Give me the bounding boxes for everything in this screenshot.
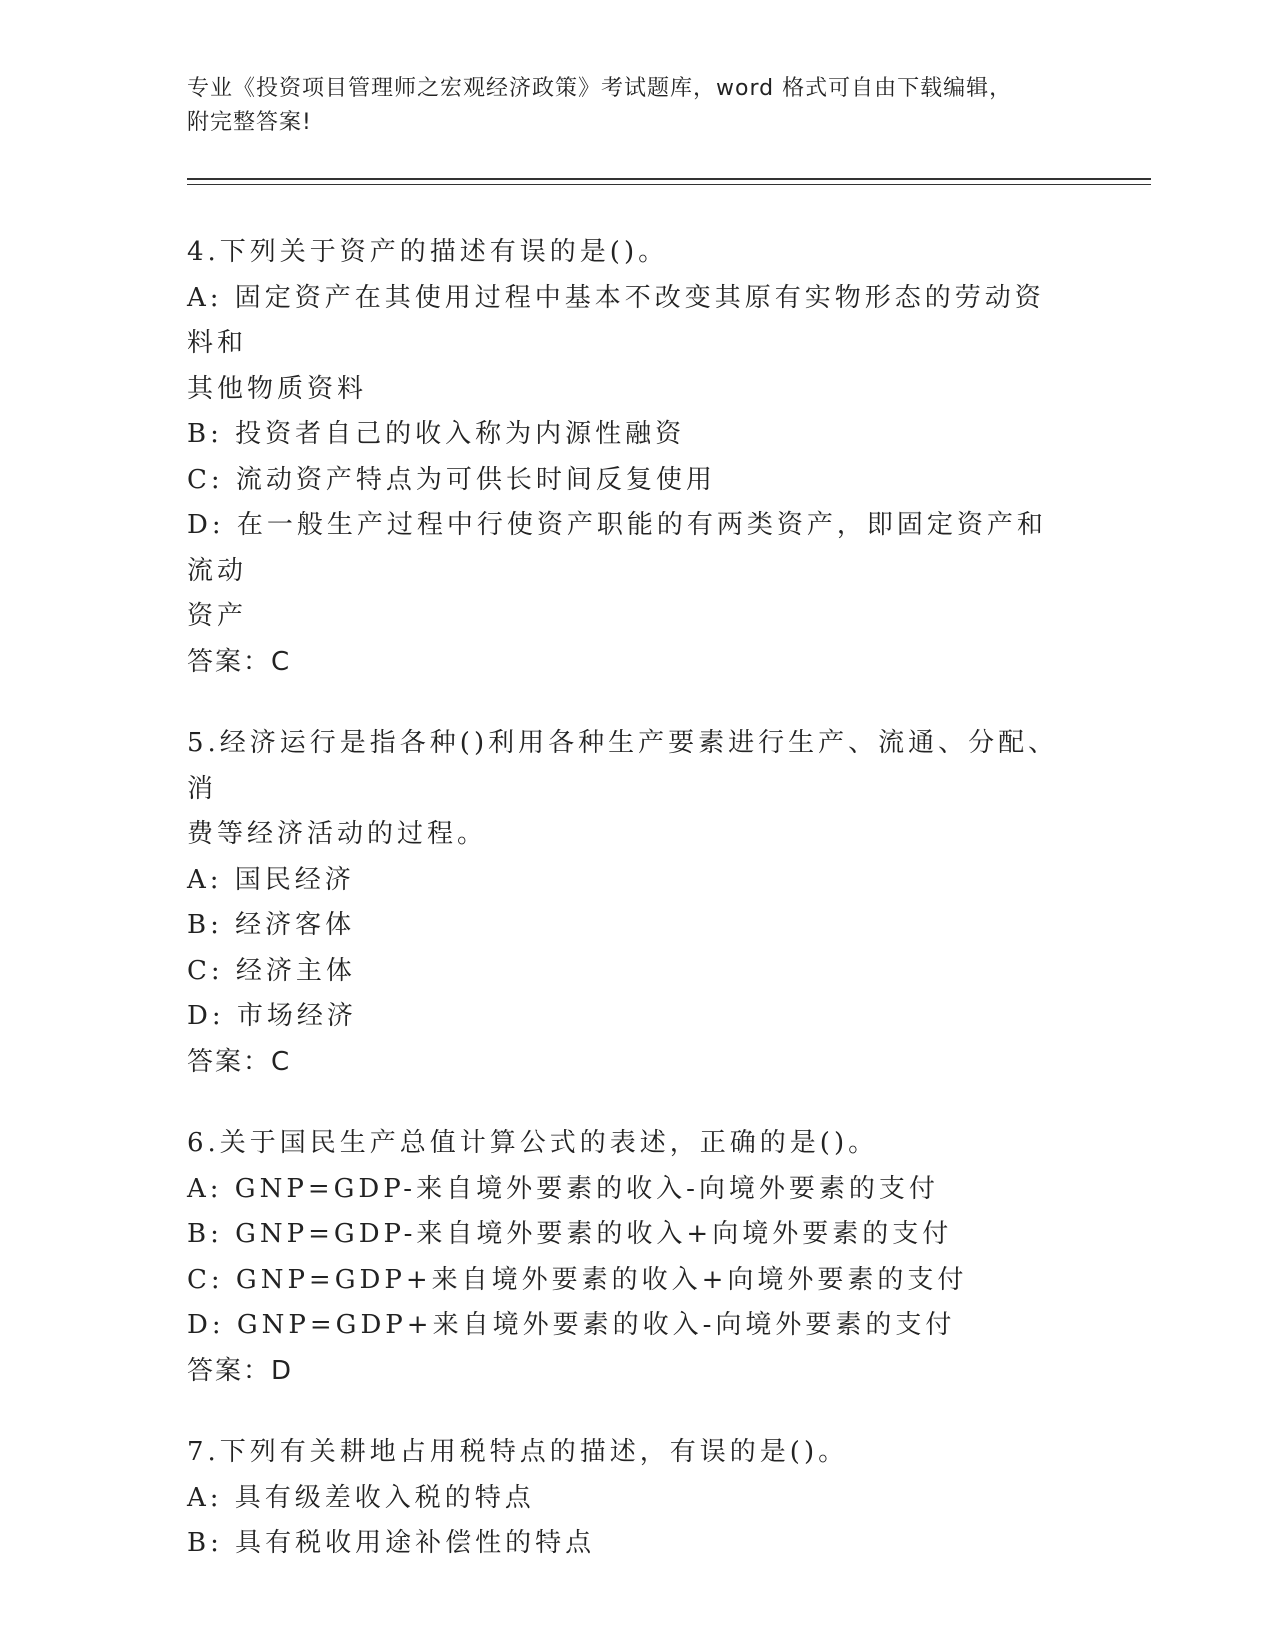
answer-line: 答案：D <box>187 1355 294 1386</box>
question-stem: 6.关于国民生产总值计算公式的表述，正确的是()。 <box>187 1128 879 1158</box>
option-a: A: 具有级差收入税的特点 <box>187 1482 535 1513</box>
option-b: B: 投资者自己的收入称为内源性融资 <box>187 419 686 449</box>
question-7 <box>187 1430 1067 1567</box>
option-a: A: 固定资产在其使用过程中基本不改变其原有实物形态的劳动资料和 <box>187 282 1045 358</box>
answer-line: 答案：C <box>187 1046 292 1077</box>
option-a-continued: 其他物质资料 <box>187 373 368 404</box>
option-d-continued: 资产 <box>187 601 248 631</box>
option-d: D: GNP=GDP+来自境外要素的收入-向境外要素的支付 <box>187 1310 956 1340</box>
header-divider <box>187 178 1151 180</box>
header-line-2: 附完整答案! <box>187 110 312 135</box>
option-d: D: 市场经济 <box>187 1001 357 1031</box>
option-d: D: 在一般生产过程中行使资产职能的有两类资产，即固定资产和流动 <box>187 510 1047 586</box>
option-a: A: 国民经济 <box>187 864 355 895</box>
question-5 <box>187 721 1067 1085</box>
question-4 <box>187 230 1067 685</box>
option-b: B: 经济客体 <box>187 910 356 940</box>
option-c: C: 流动资产特点为可供长时间反复使用 <box>187 464 716 495</box>
option-b: B: GNP=GDP-来自境外要素的收入+向境外要素的支付 <box>187 1219 953 1249</box>
question-stem: 4.下列关于资产的描述有误的是()。 <box>187 237 669 267</box>
answer-line: 答案：C <box>187 646 292 677</box>
option-b: B: 具有税收用途补偿性的特点 <box>187 1528 596 1558</box>
header-divider-secondary <box>187 184 1151 185</box>
question-6 <box>187 1121 1067 1394</box>
option-a: A: GNP=GDP-来自境外要素的收入-向境外要素的支付 <box>187 1173 939 1204</box>
option-c: C: GNP=GDP+来自境外要素的收入+向境外要素的支付 <box>187 1264 968 1295</box>
question-list <box>187 230 1067 1603</box>
option-c: C: 经济主体 <box>187 955 356 986</box>
question-stem: 7.下列有关耕地占用税特点的描述，有误的是()。 <box>187 1437 849 1467</box>
question-stem-continued: 费等经济活动的过程。 <box>187 819 488 849</box>
question-stem: 5.经济运行是指各种()利用各种生产要素进行生产、流通、分配、消 <box>187 728 1059 804</box>
header-line-1: 专业《投资项目管理师之宏观经济政策》考试题库，word 格式可自由下载编辑， <box>187 76 1013 101</box>
document-header <box>187 72 1067 140</box>
